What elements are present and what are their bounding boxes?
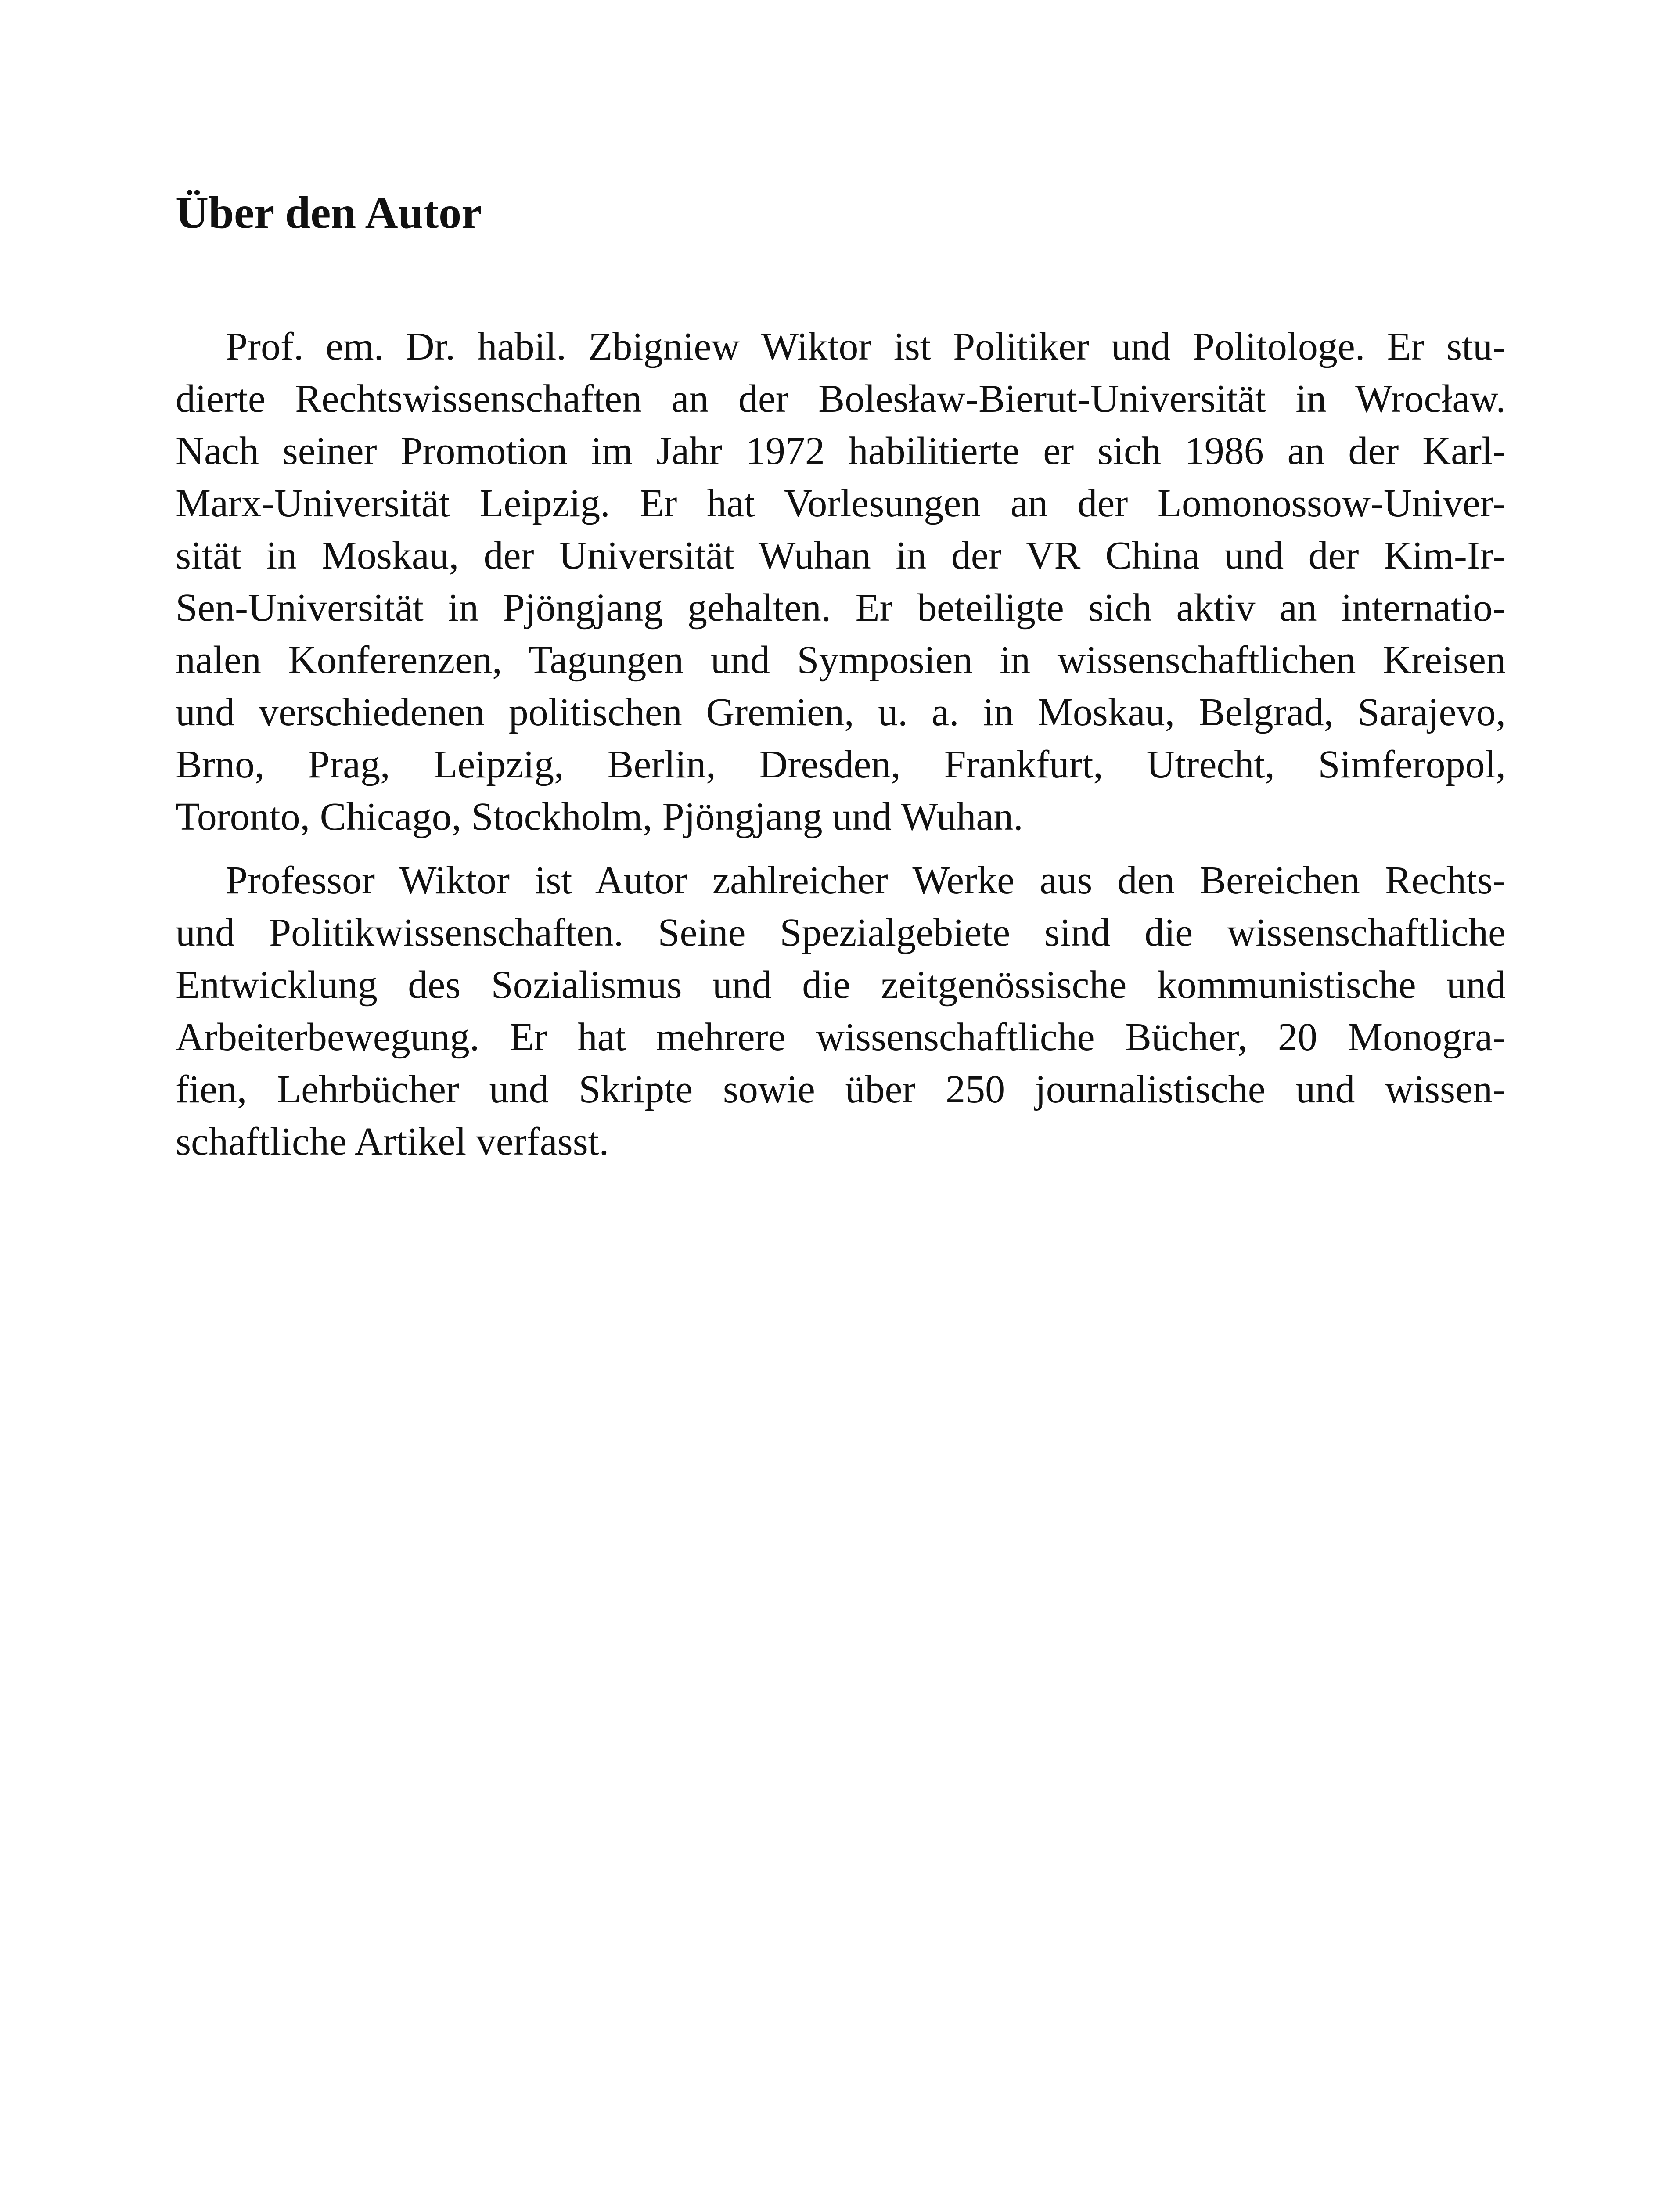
text-line: Marx-Universität Leipzig. Er hat Vorlesungen an der Lomonossow-Univer-	[176, 482, 1506, 525]
text-line: sität in Moskau, der Universität Wuhan in der VR China und der Kim-Ir-	[176, 534, 1506, 577]
text-line: Arbeiterbewegung. Er hat mehrere wissenschaftliche Bücher, 20 Monogra-	[176, 1015, 1506, 1059]
page-title: Über den Autor	[176, 187, 482, 238]
paragraph-bio	[176, 320, 1506, 843]
text-line: Nach seiner Promotion im Jahr 1972 habilitierte er sich 1986 an der Karl-	[176, 429, 1506, 473]
text-line: fien, Lehrbücher und Skripte sowie über 250 journalistische und wissen-	[176, 1068, 1506, 1111]
page	[176, 184, 1506, 1179]
text-line: und verschiedenen politischen Gremien, u. a. in Moskau, Belgrad, Sarajevo,	[176, 691, 1506, 734]
text-line: Brno, Prag, Leipzig, Berlin, Dresden, Frankfurt, Utrecht, Simferopol,	[176, 743, 1506, 786]
text-line: Toronto, Chicago, Stockholm, Pjöngjang und Wuhan.	[176, 795, 1023, 838]
text-line: dierte Rechtswissenschaften an der Bolesław-Bierut-Universität in Wrocław.	[176, 377, 1506, 421]
text-line: nalen Konferenzen, Tagungen und Symposien in wissenschaftlichen Kreisen	[176, 638, 1506, 682]
text-line: schaftliche Artikel verfasst.	[176, 1120, 609, 1163]
text-line: Professor Wiktor ist Autor zahlreicher Werke aus den Bereichen Rechts-	[226, 859, 1506, 902]
text-line: und Politikwissenschaften. Seine Spezialgebiete sind die wissenschaftliche	[176, 911, 1506, 954]
text-line: Entwicklung des Sozialismus und die zeitgenössische kommunistische und	[176, 963, 1506, 1007]
paragraph-works	[176, 854, 1506, 1168]
text-line: Sen-Universität in Pjöngjang gehalten. Er beteiligte sich aktiv an internatio-	[176, 586, 1506, 630]
text-line: Prof. em. Dr. habil. Zbigniew Wiktor ist Politiker und Politologe. Er stu-	[226, 325, 1506, 368]
